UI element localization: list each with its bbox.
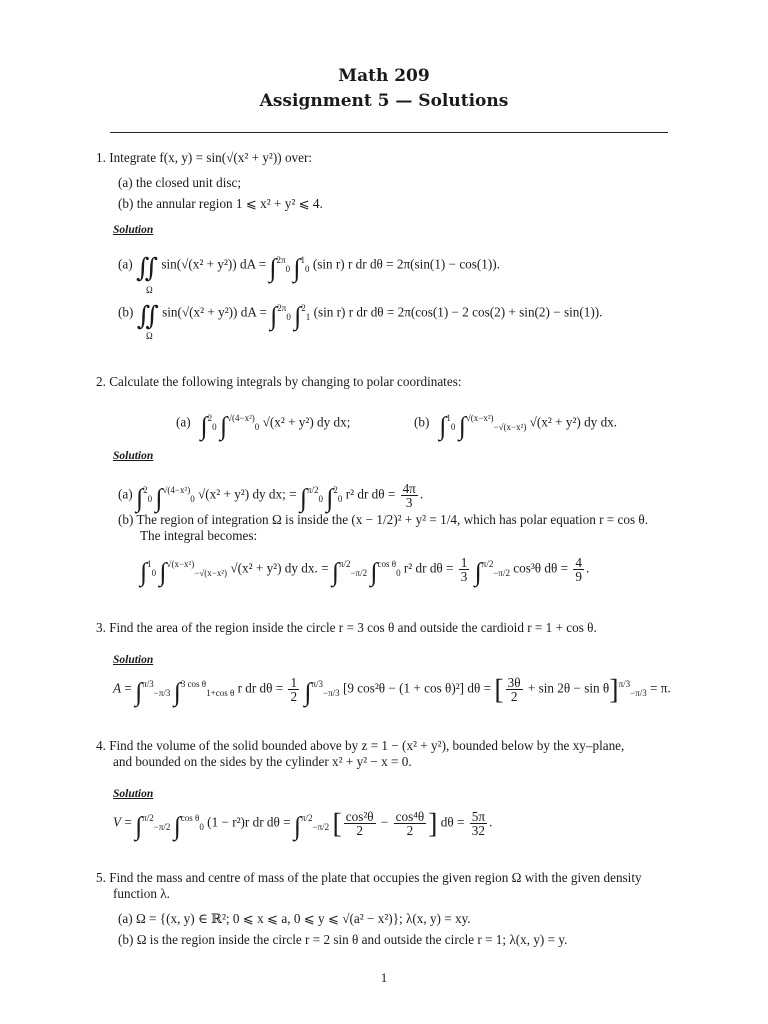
problem-1 [96, 150, 312, 166]
integral-symbol: ∫ [294, 301, 302, 331]
fraction-numerator: 3θ [507, 675, 521, 690]
problem-1-part-b [118, 196, 323, 212]
page-number: 1 [380, 970, 388, 985]
double-integral-symbol: ∬ [136, 301, 159, 331]
part-label: (b) [118, 196, 134, 211]
part-label: (b) [118, 932, 134, 947]
part-text: the closed unit disc; [135, 175, 242, 190]
r-upper-limit: cos θ [180, 813, 200, 824]
integral-symbol: ∫ [200, 411, 208, 441]
one-third-fraction [459, 556, 470, 583]
solution-label: Solution [113, 788, 154, 800]
solution-result: = 2π(sin(1) − cos(1)). [386, 256, 500, 272]
result-fraction [401, 482, 418, 509]
theta-upper-limit: π/2 [481, 559, 494, 570]
inner-upper-limit: √(x−x²) [166, 559, 195, 570]
integrand: √(x² + y²) dy dx; [262, 414, 351, 430]
inner-upper-limit: √(x−x²) [465, 413, 494, 423]
integral-symbol: ∫ [370, 557, 378, 587]
fraction-numerator: cos²θ [345, 809, 374, 824]
fraction-numerator: 5π [471, 809, 485, 824]
assignment-title: Assignment 5 — Solutions [259, 91, 509, 111]
integrand-rhs: (sin r) r dr dθ [313, 304, 384, 320]
problem-prompt: Calculate the following integrals by changing to polar coordinates: [109, 374, 462, 389]
fraction-numerator: 1 [290, 675, 298, 690]
antiderivative-rest: + sin 2θ − sin θ [527, 680, 610, 696]
solution-part-label: (b) [118, 512, 134, 527]
integrand: √(x² + y²) dy dx. [529, 414, 618, 430]
r-upper-limit: cos θ [377, 559, 397, 570]
problem-prompt-line1: Find the volume of the solid bounded above by z = 1 − (x² + y²), bounded below by the xy–plane, [109, 738, 625, 753]
integral-symbol: ∫ [135, 483, 144, 513]
inner-lower-limit: 0 [190, 494, 195, 505]
integrand: √(x² + y²) dy dx; [198, 486, 286, 502]
inner-upper-limit: 2 [301, 303, 306, 313]
fraction-numerator: 4π [402, 481, 416, 496]
problem-2-solution-a: (a) ∫$^2_0$ ∫$^{√(4-x^2)}_0$ √(x² + y²) dy dx; = ∫$^{\pi/2}_0$ ∫$^2_0$ r² dr dθ = $\frac{4\pi}{3}$ . [118, 481, 424, 513]
part-text: Ω = {(x, y) ∈ ℝ²; 0 ⩽ x ⩽ a, 0 ⩽ y ⩽ √(a² − x²)}; λ(x, y) = xy. [135, 911, 471, 926]
outer-upper-limit: 2 [207, 413, 213, 423]
differential: dθ [440, 814, 454, 830]
theta-lower-limit: −π/2 [312, 822, 330, 833]
problem-3 [96, 620, 597, 636]
outer-lower-limit: 0 [147, 494, 153, 505]
outer-upper-limit: 2π [277, 303, 287, 313]
r-upper-limit: 2 [333, 485, 338, 496]
integrand-rhs: r² dr dθ [403, 560, 443, 576]
integral-symbol: ∫ [326, 483, 334, 513]
inner-upper-limit: √(4−x²) [162, 485, 191, 496]
fraction-numerator: cos⁴θ [395, 809, 425, 824]
half-fraction [288, 676, 299, 703]
theta-lower-limit: −π/2 [350, 568, 368, 579]
theta-upper-limit: π/2 [300, 813, 313, 824]
integral-symbol: ∫ [135, 811, 143, 841]
cos4-fraction [394, 810, 427, 837]
theta-lower-limit: −π/3 [323, 688, 340, 699]
integral-symbol: ∫ [293, 811, 301, 841]
problem-5 [96, 870, 642, 886]
document-header [0, 64, 768, 114]
fraction-denominator: 32 [471, 823, 485, 838]
fraction-numerator: 1 [460, 555, 468, 570]
integral-symbol: ∫ [439, 411, 447, 441]
inner-lower-limit: −√(x−x²) [493, 422, 527, 433]
problem-number: 5. [96, 870, 106, 885]
inner-lower-limit: 1 [305, 312, 311, 323]
inner-lower-limit: 0 [254, 422, 260, 433]
result-fraction [470, 810, 487, 837]
problem-prompt: Find the area of the region inside the circle r = 3 cos θ and outside the cardioid r = 1 + cos θ. [109, 620, 597, 635]
part-label: (b) [414, 414, 430, 430]
left-bracket: [ [494, 674, 504, 706]
problem-4 [96, 738, 624, 754]
integrand-rhs: r² dr dθ [345, 486, 385, 502]
outer-lower-limit: 0 [286, 312, 291, 323]
solution-label: Solution [113, 450, 154, 462]
outer-lower-limit: 0 [450, 422, 456, 433]
problem-5-part-a [118, 911, 471, 927]
integrand-lhs: sin(√(x² + y²)) dA [162, 304, 257, 320]
integral-symbol: ∫ [304, 677, 312, 707]
integrand: √(x² + y²) dy dx. [230, 560, 318, 576]
integrand-rhs: (sin r) r dr dθ [312, 256, 383, 272]
outer-upper-limit: 1 [147, 559, 152, 570]
fraction-numerator: 4 [575, 555, 582, 570]
outer-upper-limit: 2π [276, 255, 286, 265]
inner-upper-limit: √(4−x²) [227, 413, 255, 423]
r-lower-limit: 1+cos θ [206, 688, 235, 699]
region-omega: Ω [146, 285, 153, 295]
problem-2-solution-b-text [118, 512, 648, 528]
integral-symbol: ∫ [173, 811, 181, 841]
solution-part-label: (a) [118, 486, 133, 502]
inner-lower-limit: 0 [305, 264, 310, 275]
problem-4-solution: V = ∫$^{\pi/2}_{-\pi/2}$ ∫$^{cos \theta}_0$ (1 − r²)r dr dθ = ∫$^{\pi/2}_{-\pi/2}$ [ $\frac{\text{cos²θ}}{2}$ − $\frac{\text{cos⁴θ}}{2}$ ] dθ = $\frac{5\pi}{32}$ . [113, 808, 493, 841]
integrand-expanded: [9 cos²θ − (1 + cos θ)²] dθ [342, 680, 481, 696]
integrand: r dr dθ [237, 680, 273, 696]
outer-lower-limit: 0 [285, 264, 291, 275]
part-label: (a) [118, 911, 133, 926]
r-upper-limit: 3 cos θ [180, 679, 207, 690]
header-rule [110, 132, 668, 133]
outer-upper-limit: 1 [446, 413, 451, 423]
r-lower-limit: 0 [337, 494, 343, 505]
theta-lower-limit: 0 [318, 494, 323, 505]
inner-lower-limit: −√(x−x²) [194, 568, 228, 579]
integral-symbol: ∫ [159, 557, 167, 587]
eval-lower: −π/3 [630, 688, 647, 699]
problem-2-part-a [176, 410, 350, 439]
problem-prompt-line1: Find the mass and centre of mass of the plate that occupies the given region Ω with the given density [109, 870, 642, 885]
problem-number: 3. [96, 620, 106, 635]
problem-2-solution-b-text2: The integral becomes: [140, 528, 258, 543]
theta-upper-limit: π/2 [142, 813, 154, 824]
theta-lower-limit: −π/3 [153, 688, 171, 699]
result-fraction [573, 556, 584, 583]
problem-2 [96, 374, 462, 390]
integral-symbol: ∫ [140, 557, 148, 587]
theta-upper-limit: π/2 [306, 485, 319, 496]
problem-prompt: Integrate f(x, y) = sin(√(x² + y²)) over: [109, 150, 313, 165]
outer-lower-limit: 0 [212, 422, 217, 433]
part-label: (a) [118, 175, 133, 190]
solution-part-label: (a) [118, 256, 133, 272]
solution-result: = 2π(cos(1) − 2 cos(2) + sin(2) − sin(1)). [386, 304, 603, 320]
integral-symbol: ∫ [269, 253, 277, 283]
fraction-denominator: 2 [290, 689, 298, 704]
integrand-mid: cos³θ dθ [513, 560, 558, 576]
problem-2-part-b [414, 410, 617, 439]
solution-text: The region of integration Ω is inside the (x − 1/2)² + y² = 1/4, which has polar equation r = cos θ. [136, 512, 649, 527]
problem-number: 1. [96, 150, 106, 165]
theta-upper-limit: π/2 [338, 559, 351, 570]
cos2-fraction [344, 810, 376, 837]
fraction-denominator: 2 [356, 823, 363, 838]
problem-4-prompt-line2: and bounded on the sides by the cylinder x² + y² − x = 0. [113, 754, 412, 769]
part-text: the annular region 1 ⩽ x² + y² ⩽ 4. [136, 196, 323, 211]
theta-lower-limit: −π/2 [153, 822, 171, 833]
double-integral-symbol: ∬ [135, 253, 159, 283]
integral-symbol: ∫ [135, 677, 143, 707]
theta-upper-limit: π/3 [142, 679, 154, 690]
left-bracket: [ [332, 808, 342, 840]
solution-result: = π. [650, 680, 671, 696]
fraction-denominator: 3 [405, 495, 413, 510]
problem-number: 4. [96, 738, 106, 753]
outer-upper-limit: 2 [143, 485, 148, 496]
integrand: (1 − r²)r dr dθ [207, 814, 280, 830]
problem-2-solution-b: ∫$^1_0$ ∫$^{√(x-x^2)}_{-√(x-x^2)}$ √(x² + y²) dy dx. = ∫$^{\pi/2}_{-\pi/2}$ ∫$^{cos \theta}_0$ r² dr dθ = $\frac{1}{3}$ ∫$^{\pi/2}_{-\pi/2}$ cos³θ dθ = $\frac{4}{9}$ . [140, 555, 590, 587]
inner-upper-limit: 1 [300, 255, 306, 265]
integral-symbol: ∫ [293, 253, 301, 283]
solution-part-label: (b) [118, 304, 134, 320]
region-omega: Ω [146, 331, 153, 341]
problem-5-part-b [118, 932, 567, 948]
problem-5-prompt-line2: function λ. [113, 886, 170, 901]
solution-label: Solution [113, 654, 154, 666]
right-bracket: ] [428, 808, 438, 840]
problem-1-solution-b: (b) ∬ sin(√(x² + y²)) dA = ∫$^{2\pi}_0$ ∫$^2_1$ (sin r) r dr dθ = 2π(cos(1) − 2 cos(2) + sin(2) − sin(1)). [118, 301, 603, 331]
eval-upper: π/3 [618, 679, 631, 690]
integral-symbol: ∫ [474, 557, 482, 587]
integral-symbol: ∫ [173, 677, 181, 707]
course-title: Math 209 [338, 66, 430, 86]
integral-symbol: ∫ [299, 483, 307, 513]
integrand-lhs: sin(√(x² + y²)) dA [161, 256, 256, 272]
fraction-denominator: 2 [510, 689, 518, 704]
integral-symbol: ∫ [219, 411, 228, 441]
problem-1-part-a [118, 175, 241, 191]
outer-lower-limit: 0 [151, 568, 157, 579]
r-lower-limit: 0 [199, 822, 204, 833]
three-theta-fraction [506, 676, 523, 703]
part-text: Ω is the region inside the circle r = 2 sin θ and outside the circle r = 1; λ(x, y) = y. [136, 932, 568, 947]
integral-symbol: ∫ [331, 557, 339, 587]
fraction-denominator: 2 [406, 823, 414, 838]
problem-number: 2. [96, 374, 106, 389]
area-symbol: A [113, 680, 122, 696]
fraction-denominator: 3 [460, 569, 468, 584]
part-label: (a) [176, 414, 191, 430]
theta-upper-limit: π/3 [311, 679, 324, 690]
problem-3-solution: A = ∫$^{\pi/3}_{-\pi/3}$ ∫$^{3 cos \theta}_{1+cos \theta}$ r dr dθ = $\frac{1}{2}$ ∫$^{\pi/3}_{-\pi/3}$ [9 cos²θ − (1 + cos θ)²] dθ = [ $\frac{3\theta}{2}$ + sin 2θ − sin θ]$^{\pi/3}_{-\pi/3}$ = π. [113, 674, 671, 707]
integral-symbol: ∫ [270, 301, 278, 331]
theta-lower-limit: −π/2 [493, 568, 510, 579]
fraction-denominator: 9 [575, 569, 582, 584]
solution-label: Solution [113, 224, 154, 236]
integral-symbol: ∫ [458, 411, 466, 441]
r-lower-limit: 0 [396, 568, 401, 579]
right-bracket: ] [609, 674, 619, 706]
integral-symbol: ∫ [155, 483, 163, 513]
volume-symbol: V [113, 814, 122, 830]
problem-1-solution-a: (a) ∬ sin(√(x² + y²)) dA = ∫$^{2\pi}_0$ ∫$^1_0$ (sin r) r dr dθ = 2π(sin(1) − cos(1)). [118, 253, 500, 283]
